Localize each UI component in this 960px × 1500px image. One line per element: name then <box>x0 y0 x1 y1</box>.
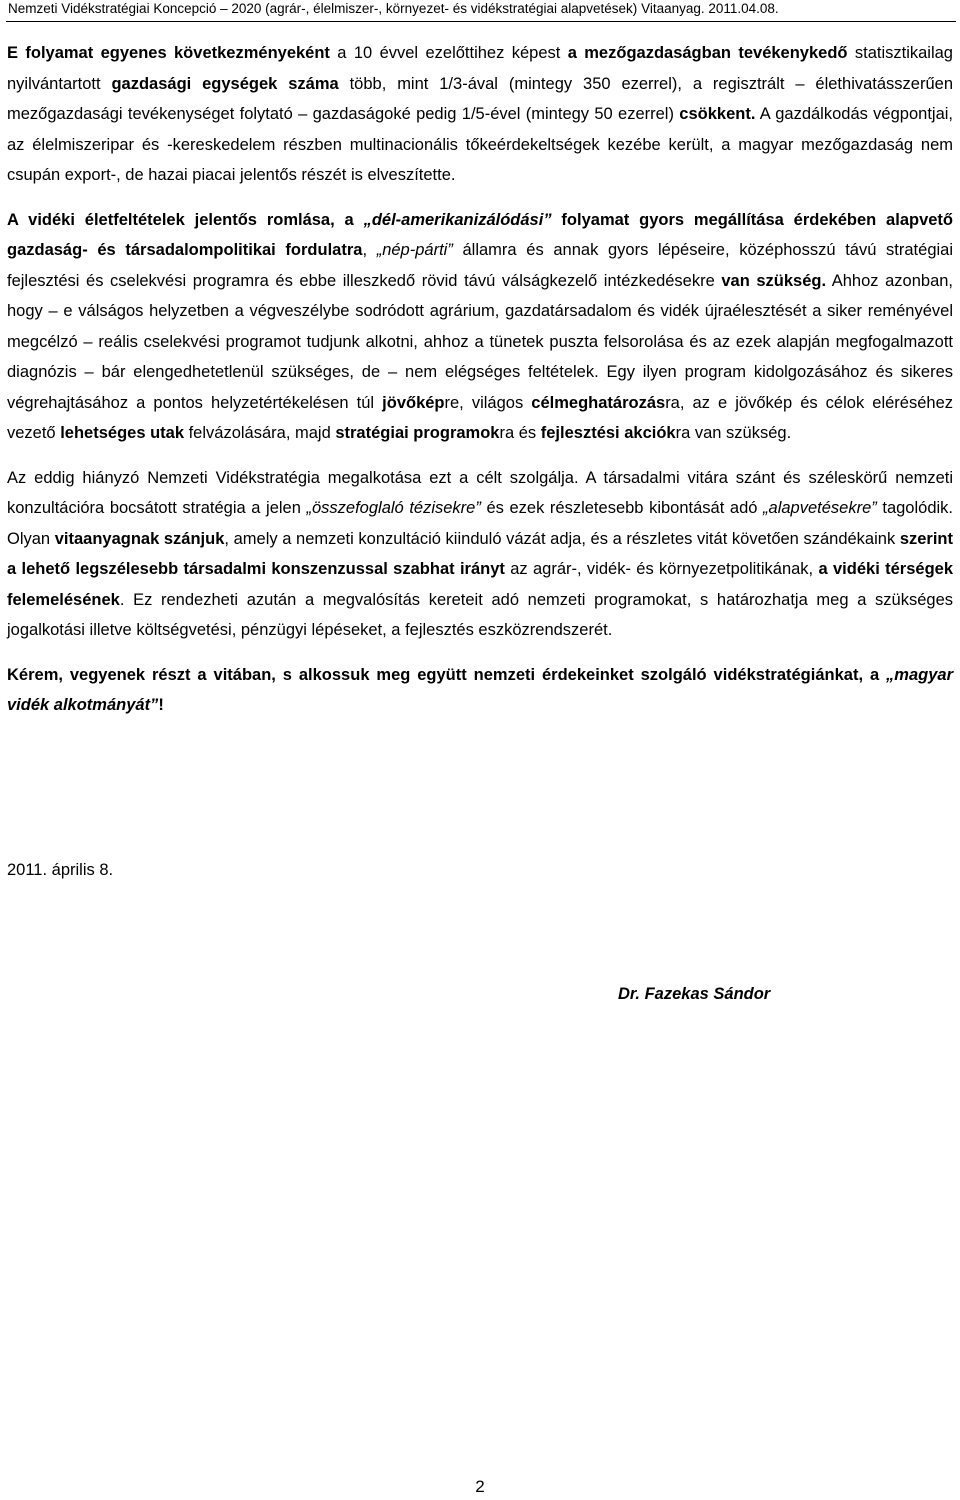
p1-bold-1: E folyamat egyenes következményeként <box>7 44 330 62</box>
paragraph-1 <box>7 38 953 191</box>
p3-bold-2: szerint a lehető legszélesebb társadalmi konszenzussal szabhat irányt <box>7 529 953 578</box>
p1-text-4: A gazdálkodás végpontjai, az élelmiszeripar és -kereskedelem részben multinacionális tőkeérdekeltségek kezébe került, a magyar mezőgazdaság nem csupán export-, de hazai piacai jelentős részét is elveszítette. <box>7 105 953 184</box>
p2-text-1: , <box>362 241 377 259</box>
p1-bold-4: csökkent. <box>679 105 756 123</box>
p3-text-5: az agrár-, vidék- és környezetpolitikának, <box>504 560 819 578</box>
p1-bold-3: gazdasági egységek száma <box>111 74 339 93</box>
p4-bold-1: Kérem, vegyenek részt a vitában, s alkossuk meg együtt nemzeti érdekeinket szolgáló vidékstratégiánkat, a <box>7 665 887 684</box>
p3-italic-2: „alapvetésekre” <box>763 499 877 517</box>
page-number: 2 <box>475 1477 485 1496</box>
p2-bold-7: stratégiai programok <box>335 424 500 442</box>
p3-text-6: . Ez rendezheti azután a megvalósítás kereteit adó nemzeti programokat, s határozhatja meg a szükséges jogalkotási illetve költségvetési, pénzügyi lépéseket, a fejlesztés eszközrendszerét. <box>7 590 953 639</box>
p2-text-8: ra van szükség. <box>675 424 792 442</box>
p2-text-6: felvázolására, majd <box>184 424 336 442</box>
header-title: Nemzeti Vidékstratégiai Koncepció – 2020 (agrár-, élelmiszer-, környezet- és vidékstratégiai alapvetések) <box>8 1 638 16</box>
p1-text-3: több, mint 1/3-ával (mintegy 350 ezerrel), a regisztrált – élethivatásszerűen mezőgazdasági tevékenységet folytató – gazdaságoké pedig 1/5-ével (mintegy 50 ezerrel) <box>7 74 953 123</box>
p2-bold-italic-1: „dél-amerikanizálódási” <box>363 210 552 229</box>
page-body <box>7 38 953 735</box>
p2-text-2: államra és annak gyors lépéseire, középhosszú távú stratégiai fejlesztési és cselekvési programra és ebbe illeszkedő rövid távú válságkezelő intézkedésekre <box>7 241 953 290</box>
p2-bold-6: lehetséges utak <box>60 424 185 442</box>
p2-text-4: re, világos <box>444 393 532 412</box>
paragraph-4 <box>7 660 953 721</box>
p4-bold-2: ! <box>158 696 164 714</box>
document-date: 2011. április 8. <box>7 861 114 879</box>
p2-italic-1: „nép-párti” <box>376 241 453 259</box>
author-signature: Dr. Fazekas Sándor <box>618 985 771 1003</box>
p3-text-4: , amely a nemzeti konzultáció kiinduló vázát adja, és a részletes vitát követően szándékaink <box>224 529 900 548</box>
p3-text-1: Az eddig hiányzó Nemzeti Vidékstratégia megalkotása ezt a célt szolgálja. A társadalmi vitára szánt és széleskörű nemzeti konzultációra bocsátott stratégia a jelen <box>7 468 953 517</box>
p1-text-1: a 10 évvel ezelőttihez képest <box>329 44 568 62</box>
p2-bold-4: jövőkép <box>382 393 445 412</box>
p1-text-2: statisztikailag nyilvántartott <box>7 44 953 93</box>
p3-text-2: és ezek részletesebb kibontását adó <box>480 499 764 517</box>
p3-bold-3: a vidéki térségek felemelésének <box>7 560 953 609</box>
p2-text-3: Ahhoz azonban, hogy – e válságos helyzetben a végveszélybe sodródott agrárium, gazdatársadalom és vidék újraélesztését a siker reményével megcélzó – reális cselekvési programot tudjunk alkotni, ahhoz a tünetek puszta felsorolása és az ezek alapján megfogalmazott diagnózis – bár elengedhetetlenül szükséges, de – nem elégséges feltételek. Egy ilyen program kidolgozásához és sikeres végrehajtásához a pontos helyzetértékelésen túl <box>7 271 954 412</box>
p3-text-3: tagolódik. Olyan <box>7 499 953 548</box>
header-rule <box>6 21 956 22</box>
p2-text-5: ra, az e jövőkép és célok eléréséhez vezető <box>7 393 953 442</box>
p2-bold-5: célmeghatározás <box>531 393 666 412</box>
p3-bold-1: vitaanyagnak szánjuk <box>54 529 225 548</box>
header-doc-label: Vitaanyag. 2011.04.08. <box>641 1 779 16</box>
p2-bold-2: folyamat gyors megállítása érdekében alapvető gazdaság- és társadalompolitikai fordulatra <box>7 210 953 259</box>
p4-bold-italic-1: „magyar vidék alkotmányát” <box>7 665 953 714</box>
paragraph-2 <box>7 205 953 449</box>
paragraph-3 <box>7 463 953 646</box>
p3-italic-1: „összefoglaló tézisekre” <box>306 499 481 517</box>
p1-bold-2: a mezőgazdaságban tevékenykedő <box>567 44 848 62</box>
p2-text-7: ra és <box>499 424 541 442</box>
p2-bold-1: A vidéki életfeltételek jelentős romlása, a <box>7 210 364 229</box>
p2-bold-3: van szükség. <box>721 271 827 290</box>
running-header <box>0 0 960 22</box>
p2-bold-8: fejlesztési akciók <box>540 424 676 442</box>
